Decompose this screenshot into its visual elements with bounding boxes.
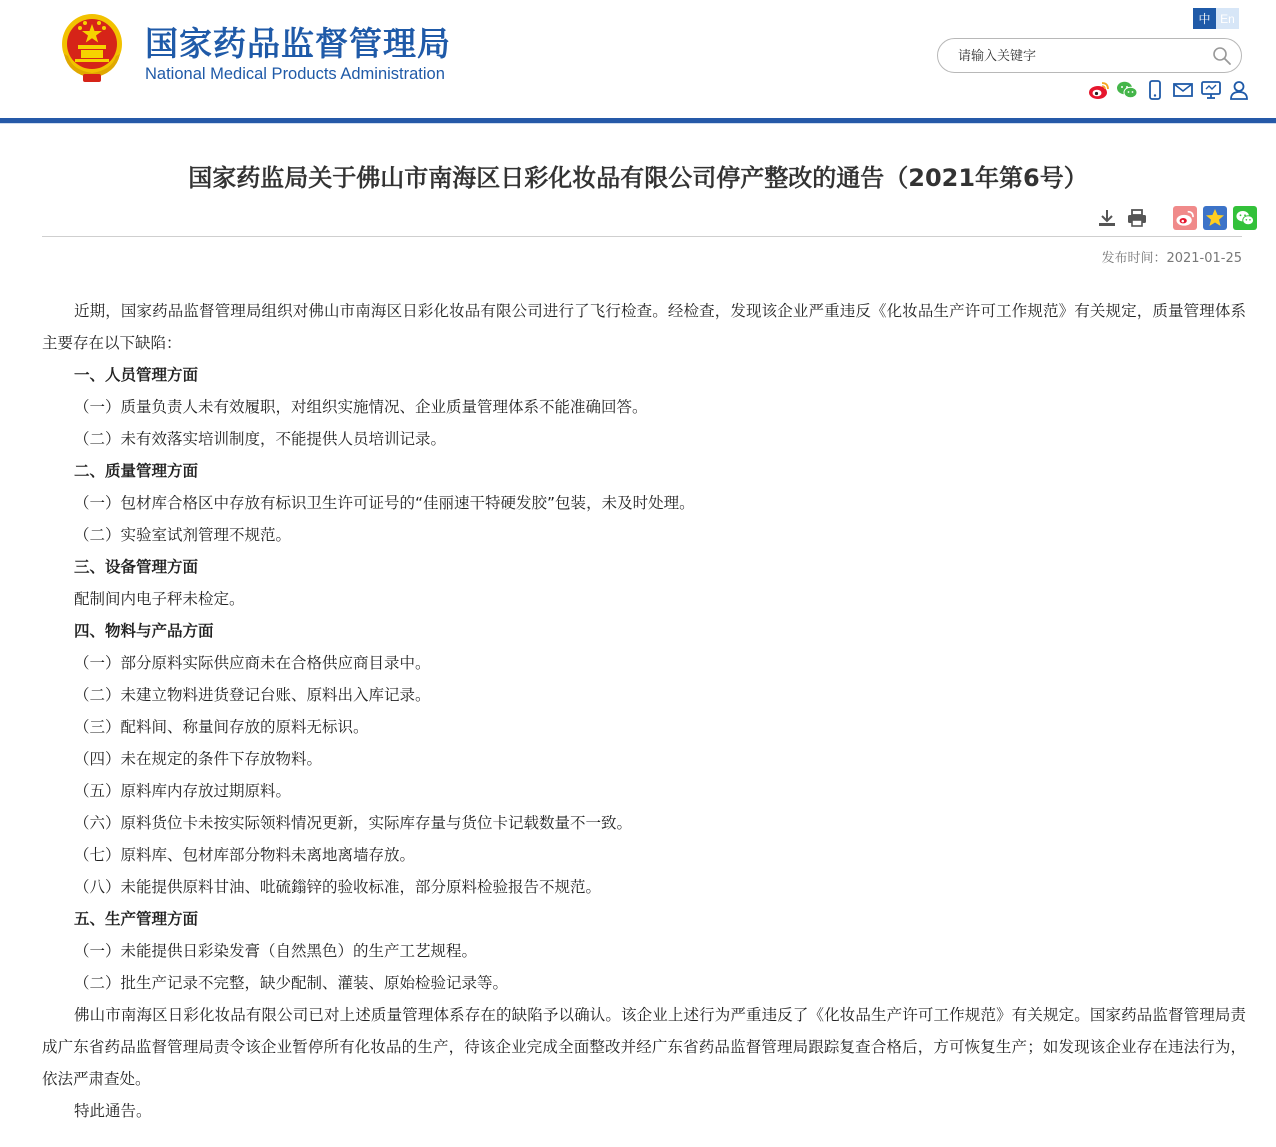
closing-line: 特此通告。 <box>74 1102 152 1120</box>
print-icon[interactable] <box>1125 206 1149 230</box>
section-heading: 三、设备管理方面 <box>74 558 199 576</box>
article-tools <box>1095 206 1257 230</box>
site-title-cn[interactable]: 国家药品监督管理局 <box>145 24 451 63</box>
title-divider <box>42 236 1242 237</box>
list-item: （二）批生产记录不完整，缺少配制、灌装、原始检验记录等。 <box>74 974 509 992</box>
search-input[interactable] <box>958 46 1208 66</box>
article-body <box>42 295 1246 1127</box>
list-item: （七）原料库、包材库部分物料未离地离墙存放。 <box>74 846 416 864</box>
list-item: （一）未能提供日彩染发膏（自然黑色）的生产工艺规程。 <box>74 942 478 960</box>
share-qzone-icon[interactable] <box>1203 206 1227 230</box>
list-item: （一）包材库合格区中存放有标识卫生许可证号的“佳丽速干特硬发胶”包装，未及时处理。 <box>74 494 695 512</box>
section-heading: 五、生产管理方面 <box>74 910 199 928</box>
list-item: （八）未能提供原料甘油、吡硫鎓锌的验收标准，部分原料检验报告不规范。 <box>74 878 602 896</box>
header-divider-light <box>0 123 1276 124</box>
list-item: （三）配料间、称量间存放的原料无标识。 <box>74 718 369 736</box>
intro-paragraph: 近期，国家药品监督管理局组织对佛山市南海区日彩化妆品有限公司进行了飞行检查。经检查，发现该企业严重违反《化妆品生产许可工作规范》有关规定，质量管理体系主要存在以下缺陷： <box>42 302 1246 352</box>
search-icon[interactable] <box>1212 46 1232 66</box>
list-item: （二）未有效落实培训制度，不能提供人员培训记录。 <box>74 430 447 448</box>
list-item: 配制间内电子秤未检定。 <box>74 590 245 608</box>
lang-cn-button[interactable]: 中 <box>1193 8 1216 29</box>
list-item: （一）质量负责人未有效履职，对组织实施情况、企业质量管理体系不能准确回答。 <box>74 398 648 416</box>
social-links <box>1088 79 1250 101</box>
user-icon[interactable] <box>1228 79 1250 101</box>
list-item: （二）实验室试剂管理不规范。 <box>74 526 292 544</box>
list-item: （六）原料货位卡未按实际领料情况更新，实际库存量与货位卡记载数量不一致。 <box>74 814 633 832</box>
share-wechat-icon[interactable] <box>1233 206 1257 230</box>
list-item: （五）原料库内存放过期原料。 <box>74 782 292 800</box>
mail-icon[interactable] <box>1172 79 1194 101</box>
national-emblem-icon[interactable] <box>58 12 126 84</box>
site-title-en[interactable]: National Medical Products Administration <box>145 65 445 83</box>
conclusion-paragraph: 佛山市南海区日彩化妆品有限公司已对上述质量管理体系存在的缺陷予以确认。该企业上述行为严重违反了《化妆品生产许可工作规范》有关规定。国家药品监督管理局责成广东省药品监督管理局责令该企业暂停所有化妆品的生产，待该企业完成全面整改并经广东省药品监督管理局跟踪复查合格后，方可恢复生产；如发现该企业存在违法行为，依法严肃查处。 <box>42 1006 1246 1088</box>
lang-en-button[interactable]: En <box>1216 8 1239 29</box>
list-item: （一）部分原料实际供应商未在合格供应商目录中。 <box>74 654 431 672</box>
download-icon[interactable] <box>1095 206 1119 230</box>
list-item: （四）未在规定的条件下存放物料。 <box>74 750 323 768</box>
article-title: 国家药监局关于佛山市南海区日彩化妆品有限公司停产整改的通告（2021年第6号） <box>188 164 1088 192</box>
section-heading: 二、质量管理方面 <box>74 462 199 480</box>
search-box <box>937 38 1242 73</box>
wechat-icon[interactable] <box>1116 79 1138 101</box>
publish-date: 发布时间：2021-01-25 <box>1101 251 1242 266</box>
list-item: （二）未建立物料进货登记台账、原料出入库记录。 <box>74 686 431 704</box>
language-switch <box>1193 8 1239 29</box>
site-header <box>0 0 1276 118</box>
section-heading: 四、物料与产品方面 <box>74 622 214 640</box>
screen-icon[interactable] <box>1200 79 1222 101</box>
section-heading: 一、人员管理方面 <box>74 366 199 384</box>
mobile-icon[interactable] <box>1144 79 1166 101</box>
share-weibo-icon[interactable] <box>1173 206 1197 230</box>
weibo-icon[interactable] <box>1088 79 1110 101</box>
